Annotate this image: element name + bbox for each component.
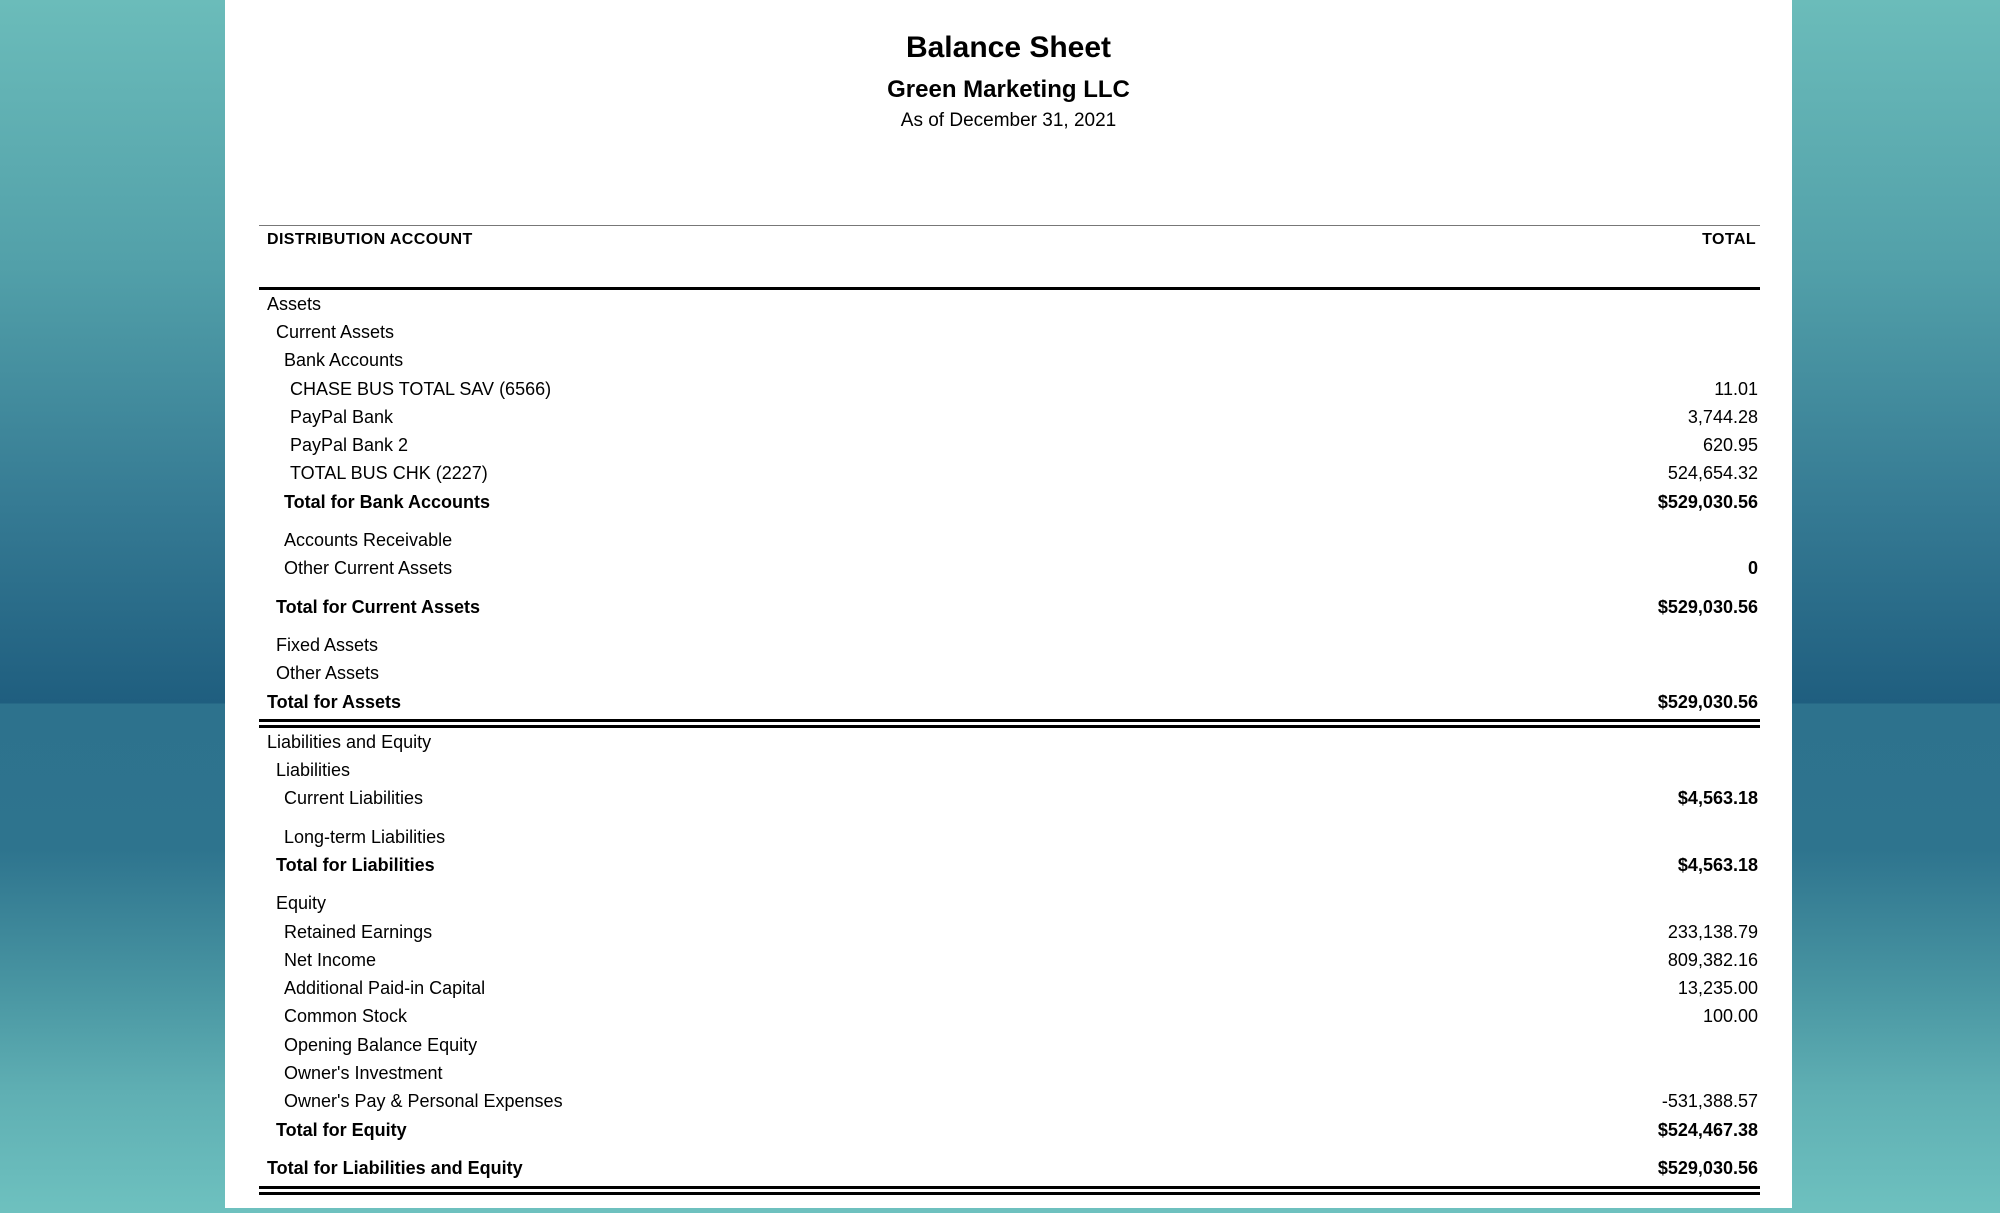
row-label: Total for Equity [276,1119,407,1140]
row-value: 809,382.16 [1667,949,1758,970]
row-label: TOTAL BUS CHK (2227) [290,463,488,484]
column-header-total: TOTAL [1702,231,1756,248]
row-label: Owner's Pay & Personal Expenses [284,1091,563,1112]
table-row [259,1154,1760,1182]
table-row [259,728,1760,756]
report-period: As of December 31, 2021 [900,110,1117,131]
row-label: Retained Earnings [284,921,433,942]
table-row [259,631,1760,659]
row-label: Bank Accounts [284,350,404,371]
table-header-row [259,225,1760,290]
row-value: $529,030.56 [1657,491,1758,512]
table-row [259,918,1760,946]
row-label: PayPal Bank 2 [290,435,409,456]
table-row [259,460,1760,488]
table-row [259,1059,1760,1087]
row-value: $529,030.56 [1657,1157,1758,1178]
row-value: $524,467.38 [1657,1119,1758,1140]
row-value: 13,235.00 [1677,978,1758,999]
row-value: 100.00 [1702,1006,1758,1027]
row-value: 233,138.79 [1667,921,1758,942]
balance-sheet-table [259,225,1760,1195]
report-page [225,0,1792,1208]
row-value: 3,744.28 [1687,406,1758,427]
table-rows [259,290,1760,1195]
table-row [259,488,1760,516]
table-row [259,526,1760,554]
table-row [259,403,1760,431]
table-row [259,318,1760,346]
table-row [259,1031,1760,1059]
table-row [259,823,1760,851]
row-label: Assets [267,293,322,314]
row-value: 11.01 [1714,378,1758,399]
row-label: Common Stock [284,1006,408,1027]
column-header-distribution-account: DISTRIBUTION ACCOUNT [267,231,473,248]
row-label: Other Current Assets [284,558,453,579]
table-row [259,347,1760,375]
row-value: 524,654.32 [1667,463,1758,484]
row-value: $529,030.56 [1657,596,1758,617]
row-label: Total for Current Assets [276,596,481,617]
table-row [259,688,1760,716]
table-row [259,785,1760,813]
row-label: Total for Assets [267,691,402,712]
row-value: 620.95 [1702,435,1758,456]
table-row [259,290,1760,318]
row-label: Total for Liabilities [276,854,435,875]
row-value: $4,563.18 [1677,788,1758,809]
row-label: Current Liabilities [284,788,424,809]
company-name: Green Marketing LLC [887,76,1130,103]
row-value: 0 [1747,558,1758,579]
table-row [259,1116,1760,1144]
row-value: $4,563.18 [1677,854,1758,875]
table-row [259,975,1760,1003]
report-header [225,0,1792,132]
row-label: Equity [276,893,327,914]
double-rule-separator [259,1186,1760,1195]
table-row [259,890,1760,918]
table-row [259,946,1760,974]
table-row [259,756,1760,784]
double-rule-separator [259,719,1760,728]
row-value: $529,030.56 [1657,691,1758,712]
row-label: CHASE BUS TOTAL SAV (6566) [290,378,552,399]
row-label: Long-term Liabilities [284,826,446,847]
row-label: Total for Liabilities and Equity [267,1157,523,1178]
table-row [259,431,1760,459]
row-label: Additional Paid-in Capital [284,978,486,999]
row-label: Net Income [284,949,377,970]
table-row [259,555,1760,583]
row-label: Fixed Assets [276,634,379,655]
row-label: PayPal Bank [290,406,394,427]
report-title: Balance Sheet [905,31,1112,64]
table-row [259,375,1760,403]
row-label: Owner's Investment [284,1063,443,1084]
table-row [259,660,1760,688]
row-label: Opening Balance Equity [284,1034,478,1055]
row-label: Other Assets [276,663,380,684]
row-label: Accounts Receivable [284,530,453,551]
row-value: -531,388.57 [1661,1091,1758,1112]
row-label: Total for Bank Accounts [284,491,491,512]
table-row [259,1088,1760,1116]
row-label: Liabilities and Equity [267,731,432,752]
row-label: Current Assets [276,321,395,342]
table-row [259,1003,1760,1031]
table-row [259,851,1760,879]
table-row [259,593,1760,621]
row-label: Liabilities [276,760,351,781]
